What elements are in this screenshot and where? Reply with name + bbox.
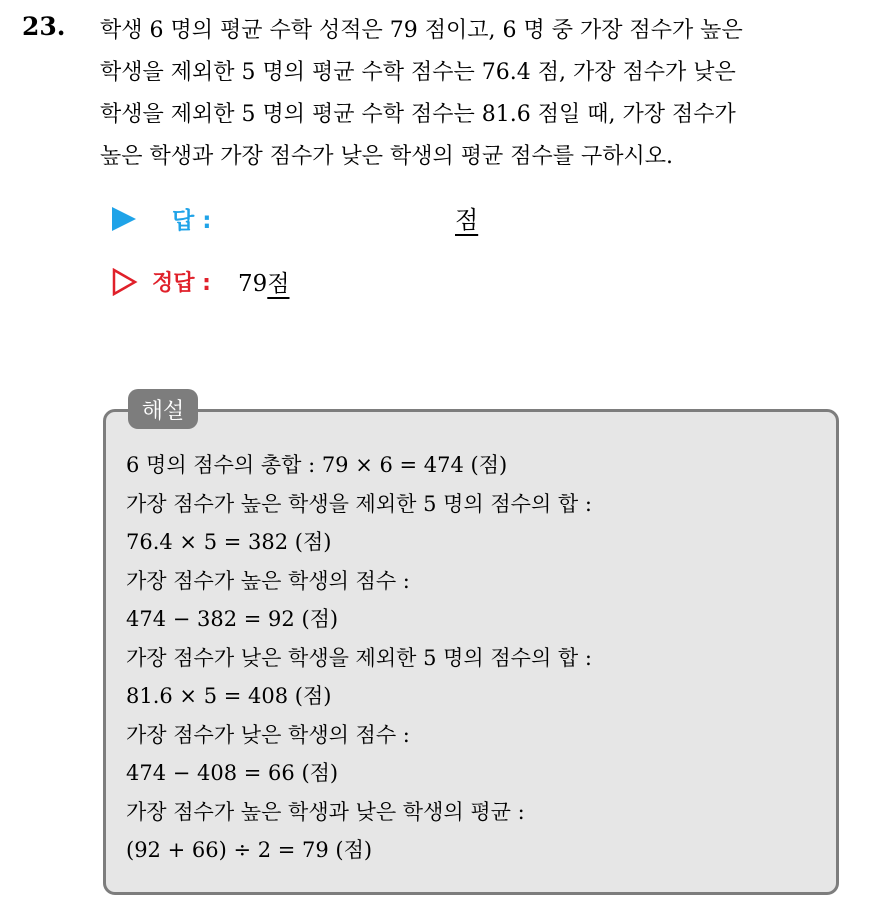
correct-answer-label: 정답 : xyxy=(152,271,211,296)
solution-tab: 해설 xyxy=(128,389,198,429)
solution-line: (92 + 66) ÷ 2 = 79 (점) xyxy=(126,838,373,862)
question-number: 23. xyxy=(22,12,66,41)
answer-label: 답 : xyxy=(172,208,212,234)
solution-line: 474 − 382 = 92 (점) xyxy=(126,607,339,631)
solution-line: 가장 점수가 높은 학생을 제외한 5 명의 점수의 합 : xyxy=(126,491,592,516)
solution-line: 474 − 408 = 66 (점) xyxy=(126,761,339,785)
play-arrow-icon xyxy=(112,207,136,231)
question-line: 높은 학생과 가장 점수가 낮은 학생의 평균 점수를 구하시오. xyxy=(100,144,673,169)
question-line: 학생을 제외한 5 명의 평균 수학 점수는 76.4 점, 가장 점수가 낮은 xyxy=(100,60,736,85)
question-line: 학생 6 명의 평균 수학 성적은 79 점이고, 6 명 중 가장 점수가 높은 xyxy=(100,18,743,43)
outline-arrow-icon xyxy=(112,268,138,296)
solution-line: 81.6 × 5 = 408 (점) xyxy=(126,684,332,708)
question-line: 학생을 제외한 5 명의 평균 수학 점수는 81.6 점일 때, 가장 점수가 xyxy=(100,102,736,127)
solution-line: 가장 점수가 높은 학생의 점수 : xyxy=(126,568,410,593)
answer-unit: 점 xyxy=(455,206,479,234)
correct-answer-number: 79 xyxy=(238,271,268,297)
solution-line: 가장 점수가 높은 학생과 낮은 학생의 평균 : xyxy=(126,799,525,824)
solution-line: 6 명의 점수의 총합 : 79 × 6 = 474 (점) xyxy=(126,453,508,477)
solution-line: 가장 점수가 낮은 학생을 제외한 5 명의 점수의 합 : xyxy=(126,645,592,670)
correct-answer-value xyxy=(238,265,290,298)
solution-line: 76.4 × 5 = 382 (점) xyxy=(126,530,332,554)
correct-answer-unit: 점 xyxy=(267,271,290,297)
correct-answer-row xyxy=(108,262,568,302)
question-text xyxy=(100,10,870,178)
answer-row xyxy=(108,198,568,238)
solution-line: 가장 점수가 낮은 학생의 점수 : xyxy=(126,722,410,747)
solution-body xyxy=(126,446,592,870)
